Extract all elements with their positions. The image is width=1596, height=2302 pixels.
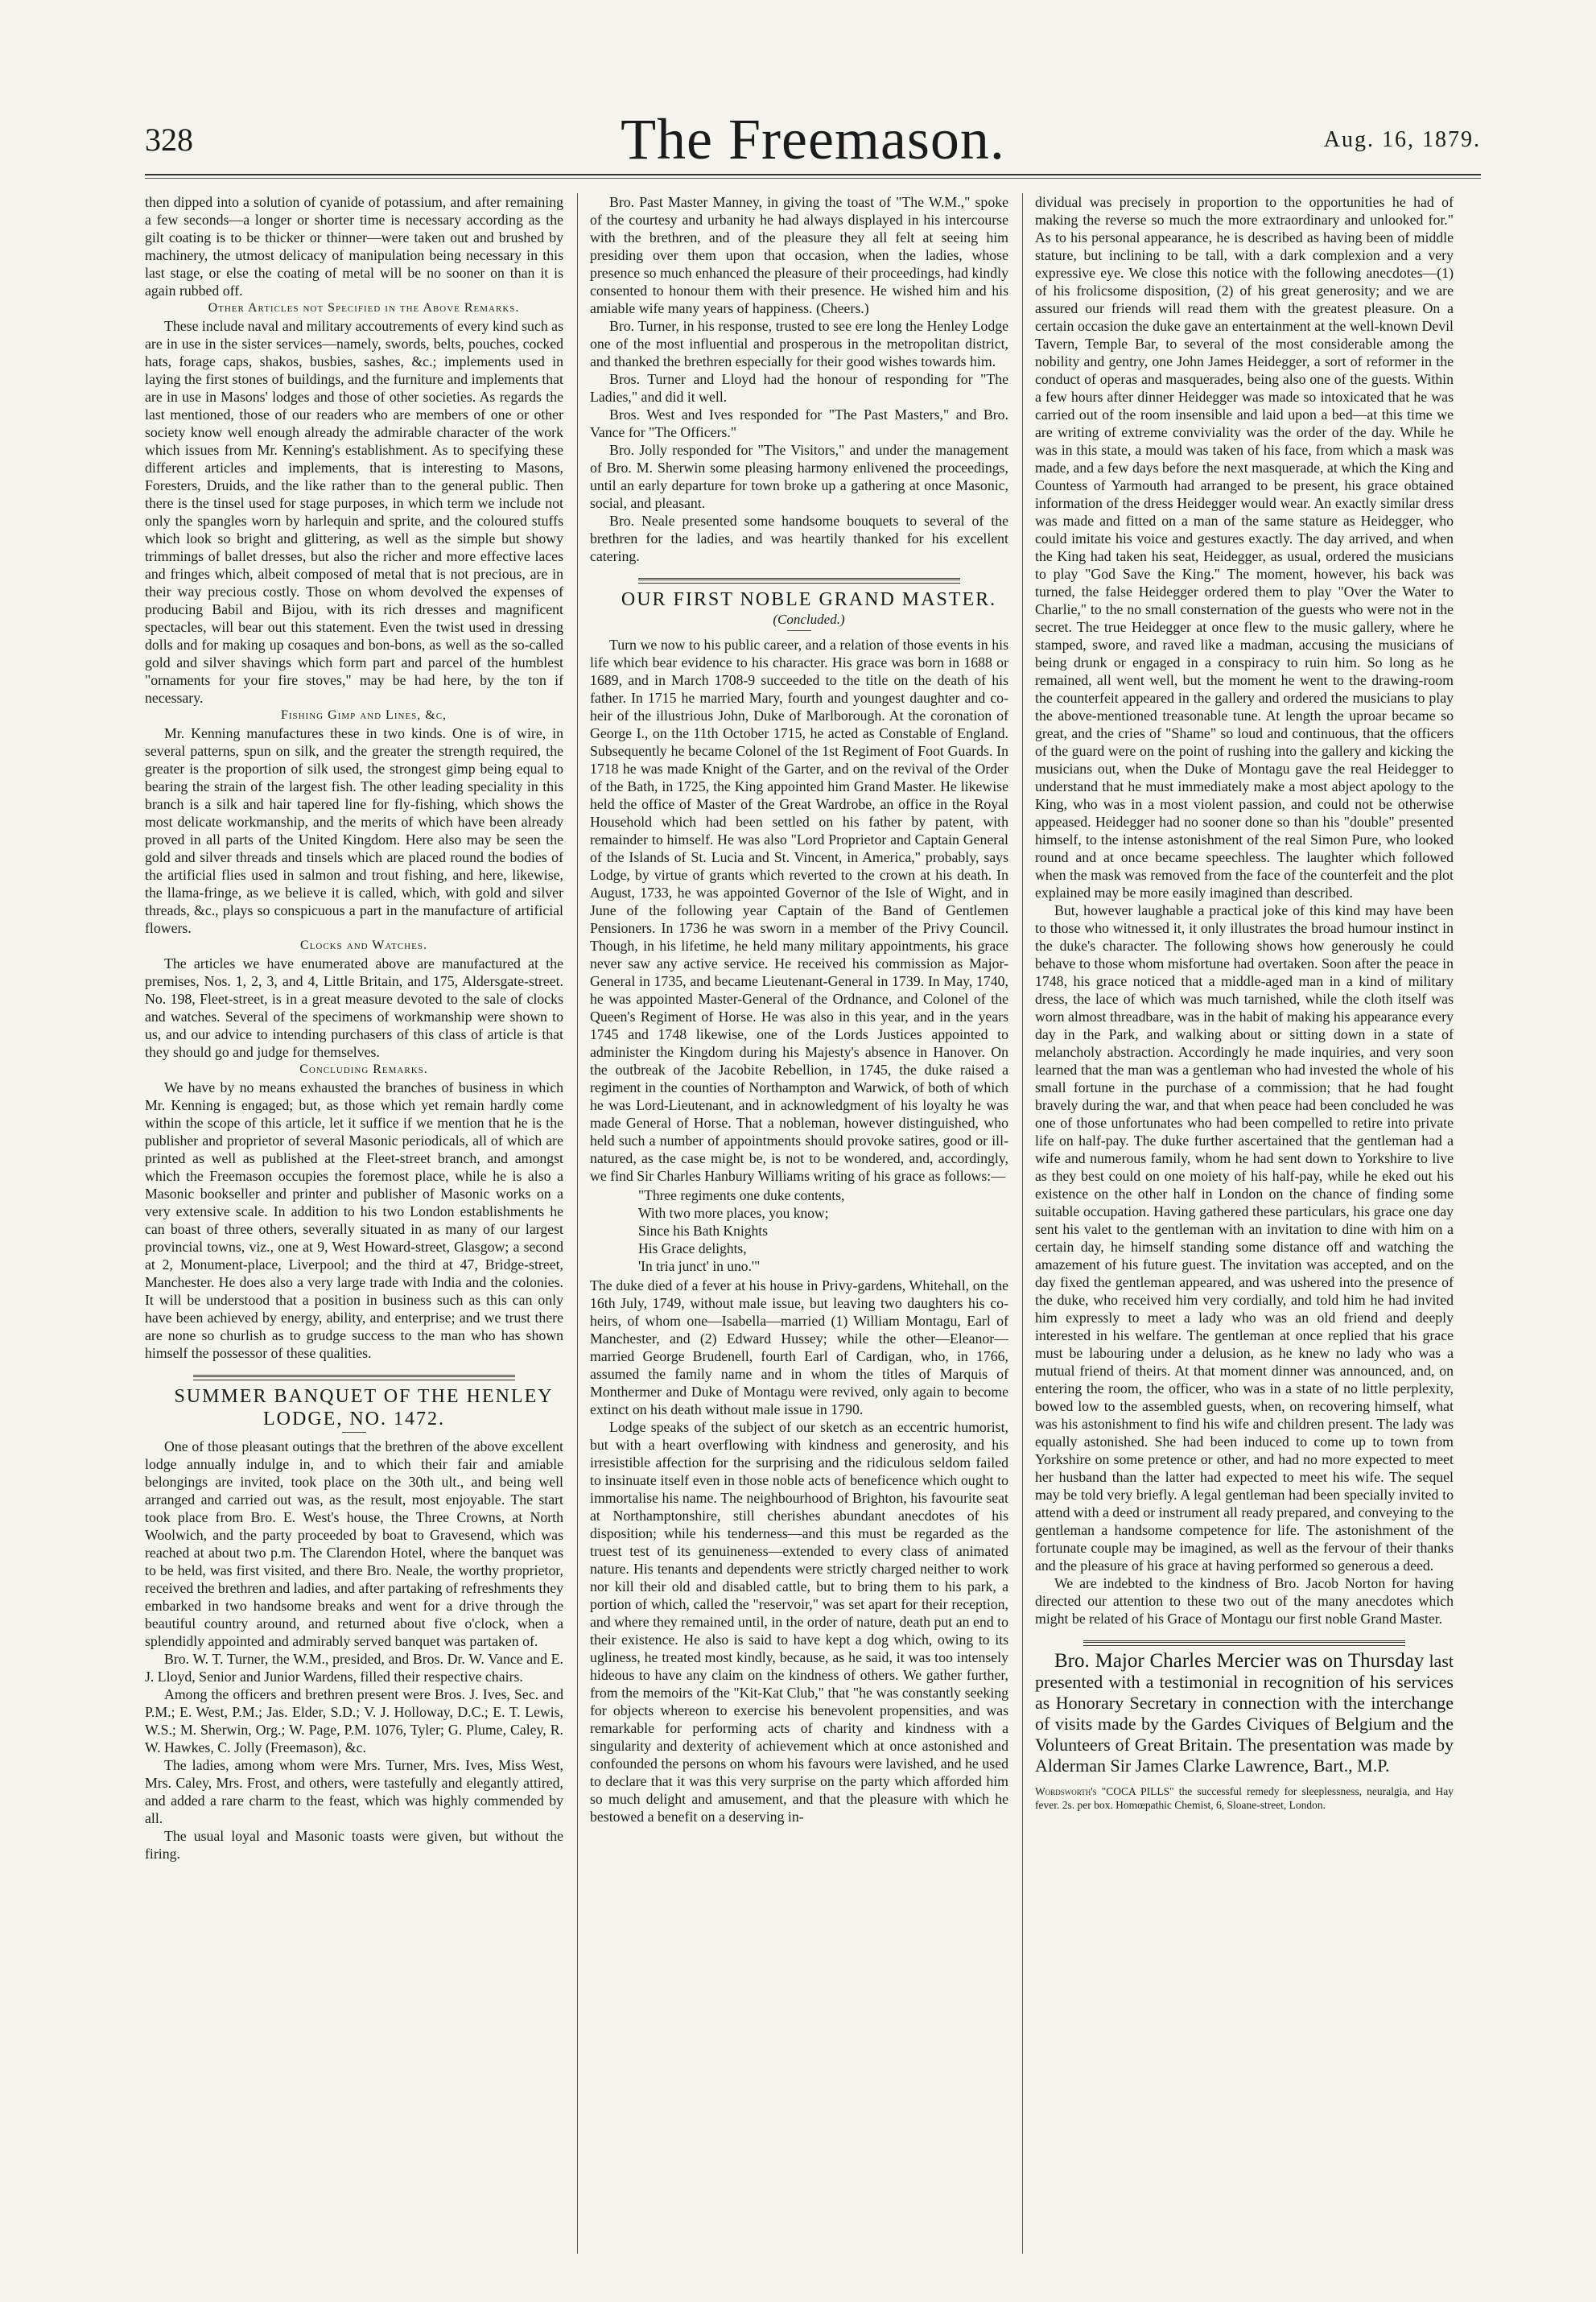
article-separator — [193, 1375, 515, 1380]
notice-lead: Bro. Major Charles Mercier was on Thursday — [1054, 1650, 1425, 1672]
news-notice — [1035, 1651, 1454, 1776]
paragraph: Mr. Kenning manufactures these in two kinds. One is of wire, in several patterns, spun on silk, and the greater the strength required, the greater is the proportion of silk used, the strongest gimp being equal to bearing the strain of the largest fish. The other leading speciality in this branch is a silk and hair tapered line for fly-fishing, which shows the most delicate workmanship, and the merits of which have been already proved in all parts of the United Kingdom. Here also may be seen the gold and silver threads and tinsels which are placed round the bodies of the artificial flies used in salmon and trout fishing, and here, likewise, the llama-fringe, as we believe it is called, which, with gold and silver threads, &c., plays so conspicuous a part in the manufacture of artificial flowers. — [145, 725, 563, 936]
paragraph: Bros. West and Ives responded for "The Past Masters," and Bro. Vance for "The Officers." — [590, 406, 1008, 440]
advert-name: Wordsworth's — [1035, 1785, 1097, 1797]
column-divider — [1022, 193, 1023, 2254]
masthead — [145, 107, 1481, 177]
paragraph: Turn we now to his public career, and a relation of those events in his life which bear evidence to his character. His grace was born in 1688 or 1689, and in March 1708-9 succeeded to the title on the death of his father. In 1715 he married Mary, fourth and youngest daughter and co-heir of the illustrious John, Duke of Marlborough. At the coronation of George I., on the 11th October 1715, he acted as Constable of England. Subsequently he became Colonel of the 1st Regiment of Foot Guards. In 1718 he was made Knight of the Garter, and on the revival of the Order of the Bath, in 1725, the King appointed him Grand Master. He likewise held the office of Master of the Great Wardrobe, an office in the Royal Household which had been settled on his father by patent, with remainder to himself. He was also "Lord Proprietor and Captain General of the Islands of St. Lucia and St. Vincent, in America," probably, says Lodge, by virtue of grants which reverted to the crown at his death. In August, 1733, he was appointed Governor of the Isle of Wight, and in June of the following year Captain of the Band of Gentlemen Pensioners. In 1736 he was sworn in a member of the Privy Council. Though, in his lifetime, he held many military appointments, his grace never saw any active service. He received his commission as Major-General in 1735, and became Lieutenant-General in 1739. In May, 1740, he was appointed Master-General of the Ordnance, and Colonel of the Queen's Regiment of Horse. He was also in this year, and in the years 1745 and 1748 likewise, one of the Lords Justices appointed to administer the Kingdom during his Majesty's absence in Hanover. On the outbreak of the Jacobite Rebellion, in 1745, the duke raised a regiment in the counties of Northampton and Warwick, of both of which he was Lord-Lieutenant, and in acknowledgment of his loyalty he was made General of Horse. That a nobleman, however distinguished, who held such a number of appointments should provoke satires, good or ill-natured, as the case might be, is not to be wondered, and, accordingly, we find Sir Charles Hanbury Williams writing of his grace as follows:— — [590, 637, 1008, 1184]
paragraph: then dipped into a solution of cyanide of potassium, and after remaining a few seconds—a longer or shorter time is necessary according as the gilt coating is to be thicker or thinner—were taken out and brushed by machinery, the utmost delicacy of manipulation being necessary in this last stage, or else the coating of metal will be no sooner on than it is again rubbed off. — [145, 194, 563, 299]
dash-rule — [342, 1432, 366, 1433]
paragraph: These include naval and military accoutrements of every kind such as are in use in the sister services—namely, swords, belts, pouches, cocked hats, forage caps, shakos, busbies, sashes, &c.; implements used in laying the first stones of buildings, and the furniture and implements that are in use in Masons' lodges and those of other societies. As regards the last mentioned, those of our readers who are members of one or other society know well enough already the admirable character of the work which issues from Mr. Kenning's establishment. As to specifying these different articles and implements, that is interesting to Masons, Foresters, Druids, and the like rather than to the general public. Then there is the tinsel used for stage purposes, in which term we include not only the spangles worn by harlequin and sprite, and the coloured stuffs which look so bright and glittering, as well as the simple but showy trimmings of ballet dresses, but also the richer and more effective laces and fringes which, albeit composed of metal that is not precious, are in their way precious costly. Those on whom devolved the expenses of producing Babil and Bijou, with its rich dresses and magnificent spectacles, will bear out this statement. Even the twist used in dressing dolls and for making up cosaques and bon-bons, as well as the so-called gold and silver shavings which form part and parcel of the humblest "ornaments for your fire stoves," may be had here, by the ton if necessary. — [145, 318, 563, 706]
section-subhead: Other Articles not Specified in the Above Remarks. — [208, 301, 520, 315]
paragraph: Bros. Turner and Lloyd had the honour of responding for "The Ladies," and did it well. — [590, 371, 1008, 405]
section-subhead: Clocks and Watches. — [300, 939, 427, 952]
article-separator — [1083, 1640, 1405, 1646]
issue-date: Aug. 16, 1879. — [1323, 127, 1481, 152]
paragraph: The articles we have enumerated above are manufactured at the premises, Nos. 1, 2, 3, and 4, Little Britain, and 175, Aldersgate-street. No. 198, Fleet-street, is in a great measure devoted to the sale of clocks and watches. Several of the specimens of workmanship were shown to us, and our advice to intending purchasers of this class of article is that they should go and judge for themselves. — [145, 955, 563, 1060]
paragraph: Bro. Jolly responded for "The Visitors," and under the management of Bro. M. Sherwin some pleasing harmony enlivened the proceedings, until an early departure for town broke up a gathering at once Masonic, social, and pleasant. — [590, 442, 1008, 511]
column-3 — [1035, 193, 1454, 2254]
advert-text: "COCA PILLS" the successful remedy for sleeplessness, neuralgia, and Hay fever. 2s. per box. Homœpathic Chemist, 6, Sloane-street, London. — [1035, 1785, 1454, 1811]
paragraph: We are indebted to the kindness of Bro. Jacob Norton for having directed our attention to these two out of the many anecdotes which might be related of his Grace of Montagu our first noble Grand Master. — [1035, 1575, 1454, 1627]
paragraph: The duke died of a fever at his house in Privy-gardens, Whitehall, on the 16th July, 1749, without male issue, but leaving two daughters his co-heirs, of whom one—Isabella—married (1) William Montagu, Earl of Manchester, and (2) Edward Hussey; while the other—Eleanor—married George Brudenell, fourth Earl of Cardigan, who, in 1766, assumed the family name and in whom the titles of Marquis of Monthermer and Duke of Montagu were revived, only again to become extinct on his death without male issue in 1790. — [590, 1277, 1008, 1417]
advertisement — [1035, 1784, 1454, 1812]
column-1 — [145, 193, 563, 2254]
column-2 — [590, 193, 1008, 2254]
verse-line: "Three regiments one duke contents, — [638, 1187, 845, 1203]
paragraph: One of those pleasant outings that the brethren of the above excellent lodge annually indulge in, and to which their fair and amiable belongings are invited, took place on the 30th ult., and being well arranged and carried out was, as the result, most enjoyable. The start took place from Bro. E. West's house, the Three Crowns, at North Woolwich, and the party proceeded by boat to Gravesend, which was reached at about two p.m. The Clarendon Hotel, where the banquet was to be held, was first visited, and there Bro. Neale, the worthy proprietor, received the brethren and ladies, and after partaking of refreshments they embarked in two handsome breaks and went for a drive through the beautiful country around, and returned about five o'clock, when a splendidly appointed and admirably served banquet was partaken of. — [145, 1438, 563, 1649]
concluded-note: (Concluded.) — [773, 612, 845, 627]
dash-rule — [787, 630, 811, 631]
paragraph: dividual was precisely in proportion to the opportunities he had of making the reverse so much the more extraordinary and unlooked for." As to his personal appearance, he is described as having been of middle stature, but inclining to be tall, with a dark complexion and a very expressive eye. We close this notice with the following anecdotes—(1) of his frolicsome disposition, (2) of his great generosity; and we are assured our friends will read them with the greatest pleasure. On a certain occasion the duke gave an entertainment at the well-known Devil Tavern, Temple Bar, to several of the most considerable among the nobility and gentry, one John James Heidegger, a sort of reformer in the conduct of operas and masquerades, being also one of the guests. Within a few hours after dinner Heidegger was made so intoxicated that he was carried out of the room insensible and laid upon a bed—at this time we are writing of extreme conviviality was the order of the day. While he was in this state, a mould was taken of his face, from which a mask was made, and a few days before the next masquerade, at which the King and Countess of Yarmouth had arranged to be present, his grace obtained information of the dress Heidegger would wear. An exactly similar dress was made and fitted on a man of the same stature as Heidegger, who could imitate his voice and gestures exactly. The day arrived, and when the King had taken his seat, Heidegger, as usual, ordered the musicians to play "God Save the King." The moment, however, his back was turned, the false Heidegger ordered them to play "Over the Water to Charlie," to the no small consternation of the guests who were not in the secret. The true Heidegger at once flew to the music gallery, where he stamped, swore, and raved like a madman, accusing the musicians of being drunk or engaged in a conspiracy to ruin him. So long as he remained, all went well, but the moment he went to the drawing-room the counterfeit appeared in the gallery and ordered the musicians to play the above-mentioned treasonable tune. At length the uproar became so great, and the cries of "Shame" so loud and continuous, that the officers of the guard were on the point of rushing into the gallery and kicking the musicians out, when the Duke of Montagu gave the real Heidegger to understand that he must immediately make a most abject apology to the King, who was in a most violent passion, and could not be otherwise appeased. Heidegger had no sooner done so than his "double" presented himself, to the intense astonishment of the real Simon Pure, who looked round and at once became speechless. The laughter which followed when the mask was removed from the face of the counterfeit and the plot explained may be more easily imagined than described. — [1035, 194, 1454, 901]
paragraph: Bro. W. T. Turner, the W.M., presided, and Bros. Dr. W. Vance and E. J. Lloyd, Senior and Junior Wardens, filled their respective chairs. — [145, 1651, 563, 1685]
article-separator — [638, 578, 960, 584]
masthead-rule-thin — [145, 178, 1481, 179]
verse-line: 'In tria junct' in uno.'" — [638, 1258, 761, 1274]
notice-body: last presented with a testimonial in recognition of his services as Honorary Secretary in connection with the interchange of visits made by the Gardes Civiques of Belgium and the Volunteers of Great Britain. The presentation was made by Alderman Sir James Clarke Lawrence, Bart., M.P. — [1035, 1651, 1454, 1776]
verse-line: His Grace delights, — [638, 1240, 747, 1256]
section-subhead: Fishing Gimp and Lines, &c, — [280, 708, 447, 722]
section-subhead: Concluding Remarks. — [299, 1062, 428, 1076]
masthead-rule — [145, 174, 1481, 175]
verse-line: Since his Bath Knights — [638, 1223, 768, 1239]
article-headline: OUR FIRST NOBLE GRAND MASTER. — [621, 589, 997, 610]
article-headline: SUMMER BANQUET OF THE HENLEY LODGE, NO. 1472. — [174, 1386, 554, 1429]
paragraph: Bro. Turner, in his response, trusted to see ere long the Henley Lodge one of the most influential and prosperous in the metropolitan district, and thanked the brethren especially for their good wishes towards him. — [590, 318, 1008, 369]
paragraph: Bro. Past Master Manney, in giving the toast of "The W.M.," spoke of the courtesy and urbanity he had always displayed in his intercourse with the brethren, and of the pleasure they all felt at seeing him presiding over them upon that occasion, when the ladies, whose presence so much enhanced the pleasure of their proceedings, had kindly consented to honour them with their presence. He wished him and his amiable wife many years of happiness. (Cheers.) — [590, 194, 1008, 316]
paragraph: We have by no means exhausted the branches of business in which Mr. Kenning is engaged; but, as those which yet remain hardly come within the scope of this article, let it suffice if we mention that he is the publisher and proprietor of several Masonic periodicals, all of which are printed as well as published at the Fleet-street branch, and amongst which the Freemason occupies the foremost place, while he is also a Masonic bookseller and printer and publisher of Masonic works on a very extensive scale. In addition to his two London establishments he can boast of three others, severally situated in as many of our largest provincial towns, viz., one at 9, West Howard-street, Glasgow; a second at 2, Monument-place, Liverpool; and the third at 47, Bridge-street, Manchester. He does also a very large trade with India and the colonies. It will be understood that a position in business such as this can only have been achieved by energy, ability, and enterprise; and we trust there are none so churlish as to grudge success to the man who has shown himself the possessor of these qualities. — [145, 1079, 563, 1361]
paragraph: But, however laughable a practical joke of this kind may have been to those who witnessed it, it only illustrates the broad humour instinct in the duke's character. The following shows how generously he could behave to those whom misfortune had overtaken. Soon after the peace in 1748, his grace noticed that a middle-aged man in a kind of military dress, the lace of which was much tarnished, while the cloth itself was worn almost threadbare, was in the habit of making his appearance every day in the Park, and walking about or sitting down in a state of melancholy abstraction. Accordingly he made inquiries, and very soon learned that the man was a gentleman who had invested the whole of his small fortune in the purchase of a commission; that he had fought bravely during the war, and that when peace had been concluded he was one of those unfortunates who had been compelled to retire into private life on half-pay. The duke further ascertained that the gentleman had a wife and numerous family, whom he had sent down to Yorkshire to live as they best could on one moiety of his half-pay, while he eked out his existence on the other half in London on the chance of finding some suitable occupation. Having gathered these particulars, his grace one day sent his valet to the gentleman with an invitation to dine with him on a certain day, he himself standing some distance off and watching the amazement of his future guest. The invitation was accepted, and on the day fixed the gentleman appeared, and was ushered into the presence of the duke, who received him very cordially, and told him he had invited him expressly to meet a lady who was an old friend and deeply interested in his welfare. The gentleman at once replied that his grace must be labouring under a delusion, as he knew no lady who was a mutual friend of theirs. At that moment dinner was announced, and, on entering the room, the officer, who was in a state of no little perplexity, bowed low to the assembled guests, when, on recovering himself, what was his astonishment to find his wife and children present. The lady was equally astonished. She had been induced to come up to town from Yorkshire on some pretence or other, and had no more expected to meet her husband than the latter had expected to meet his wife. The sequel may be told very briefly. A legal gentleman had been specially invited to attend with a deed or instrument all ready prepared, and conveying to the gentleman a handsome competence for life. The astonishment of the fortunate couple may be imagined, as well as the fervour of their thanks and the pleasure of his grace at having performed so generous a deed. — [1035, 902, 1454, 1574]
paragraph: Lodge speaks of the subject of our sketch as an eccentric humorist, but with a heart overflowing with kindness and generosity, and his irresistible affection for the surprising and the ridiculous seldom failed to insinuate itself even in those noble acts of beneficence which ought to immortalise his name. The neighbourhood of Brighton, his favourite seat at Northamptonshire, still cherishes abundant anecdotes of his disposition; while his tenderness—and this must be regarded as the truest test of its genuineness—extended to every class of animated nature. His tenants and dependents were strictly charged neither to work nor kill their old and disabled cattle, but to bring them to his park, a portion of which, called the "reservoir," was set apart for their reception, and where they remained until, in the order of nature, death put an end to their existence. He also is said to have kept a dog which, owing to its ugliness, he treated most kindly, because, as he said, it was too intensely hideous to have any claim on the kindness of others. We gather further, from the memoirs of the "Kit-Kat Club," that "he was constantly seeking for objects whereon to exercise his benevolent propensities, and was remarkable for performing acts of charity and kindness with a singularity and dexterity of achievement which at once astonished and confounded the persons on whom his favours were lavished, and he used to declare that it was this very surprise on the party which afforded him so much delight and amusement, and that the pleasure with which he bestowed a benefit on a deserving in- — [590, 1419, 1008, 1825]
verse-line: With two more places, you know; — [638, 1205, 829, 1221]
paragraph: Among the officers and brethren present were Bros. J. Ives, Sec. and P.M.; E. West, P.M.; Jas. Elder, S.D.; V. J. Holloway, D.C.; E. T. Lewis, W.S.; M. Sherwin, Org.; W. Page, P.M. 1076, Tyler; G. Plume, Caley, R. W. Hawkes, C. Jolly (Freemason), &c. — [145, 1686, 563, 1755]
page-number: 328 — [145, 122, 193, 158]
paragraph: The usual loyal and Masonic toasts were given, but without the firing. — [145, 1828, 563, 1862]
newspaper-title: The Freemason. — [621, 107, 1005, 171]
verse-quote — [638, 1186, 1008, 1275]
paragraph: Bro. Neale presented some handsome bouquets to several of the brethren for the ladies, and was heartily thanked for his excellent catering. — [590, 513, 1008, 564]
paragraph: The ladies, among whom were Mrs. Turner, Mrs. Ives, Miss West, Mrs. Caley, Mrs. Frost, and others, were tastefully and elegantly attired, and added a rare charm to the feast, which was highly commended by all. — [145, 1757, 563, 1826]
column-divider — [577, 193, 578, 2254]
